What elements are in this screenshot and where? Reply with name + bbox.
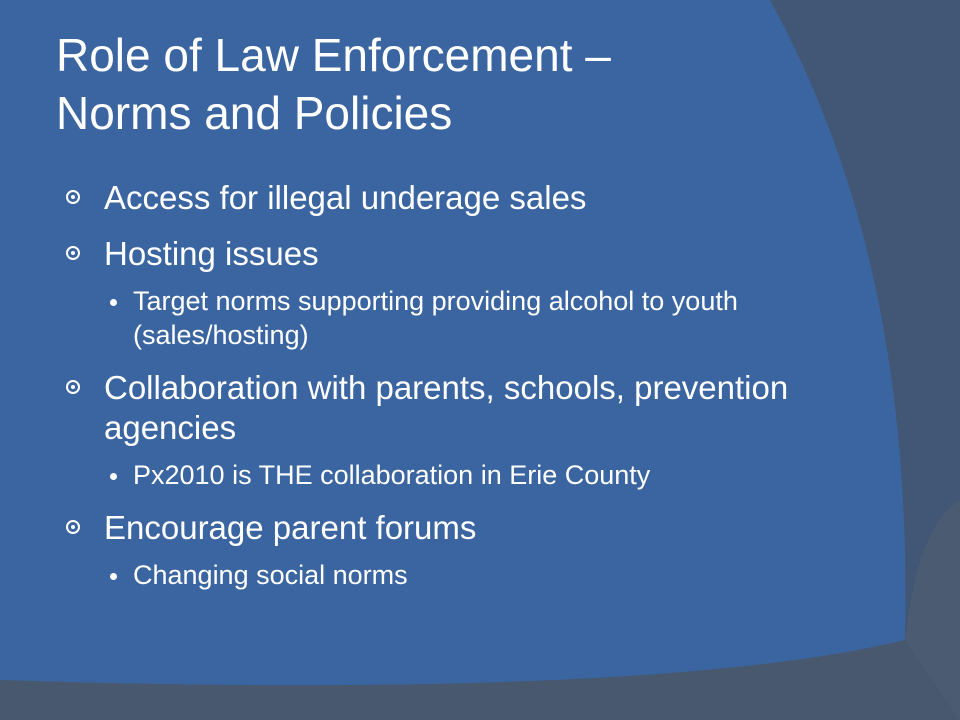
circle-bullet-icon [66, 246, 80, 260]
subbullet-text: Target norms supporting providing alcohol to youth (sales/hosting) [133, 286, 738, 350]
bullet-text: Hosting issues [104, 235, 319, 272]
bullet-parent-forums [66, 508, 826, 548]
bullet-list [66, 178, 826, 608]
subbullet-social-norms [66, 558, 826, 592]
dot-bullet-icon [110, 573, 117, 580]
subbullet-px2010 [66, 458, 826, 492]
bullet-text: Access for illegal underage sales [104, 179, 587, 216]
subbullet-text: Changing social norms [133, 560, 408, 590]
bullet-text: Collaboration with parents, schools, prevention agencies [104, 369, 789, 446]
bullet-collaboration [66, 368, 826, 448]
circle-bullet-icon [66, 190, 80, 204]
title-line-2: Norms and Policies [56, 87, 453, 139]
dot-bullet-icon [110, 299, 117, 306]
title-line-1: Role of Law Enforcement – [56, 29, 611, 81]
circle-bullet-icon [66, 380, 80, 394]
dot-bullet-icon [110, 473, 117, 480]
subbullet-target-norms [66, 284, 826, 352]
bullet-text: Encourage parent forums [104, 509, 477, 546]
bullet-access-sales [66, 178, 826, 218]
circle-bullet-icon [66, 520, 80, 534]
slide-title [56, 26, 876, 142]
subbullet-text: Px2010 is THE collaboration in Erie County [133, 460, 651, 490]
bullet-hosting-issues [66, 234, 826, 274]
